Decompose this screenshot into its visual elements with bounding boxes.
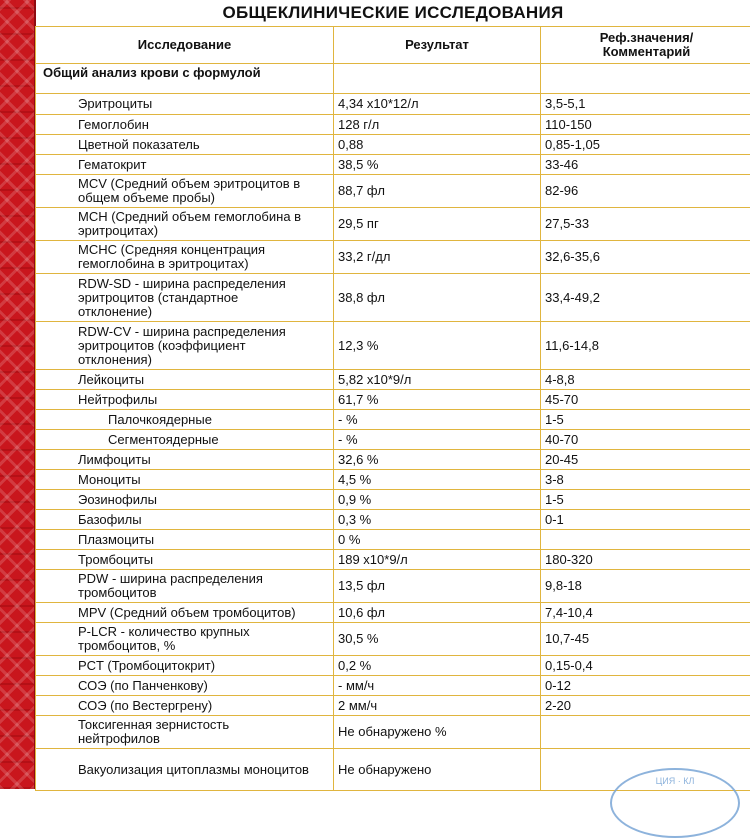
test-name-cell: Эритроциты — [36, 94, 334, 115]
table-row — [36, 450, 750, 470]
test-name-cell: Плазмоциты — [36, 530, 334, 550]
result-cell: 38,5 % — [334, 155, 541, 175]
table-row — [36, 470, 750, 490]
test-name-cell: MCHC (Средняя концентрация гемоглобина в эритроцитах) — [36, 241, 334, 274]
table-row — [36, 570, 750, 603]
result-cell: 0,9 % — [334, 490, 541, 510]
result-cell: 29,5 пг — [334, 208, 541, 241]
section-title: Общий анализ крови с формулой — [36, 64, 334, 94]
test-name-cell: Нейтрофилы — [36, 390, 334, 410]
reference-cell: 110-150 — [541, 115, 750, 135]
result-cell: - % — [334, 410, 541, 430]
table-row — [36, 716, 750, 749]
table-row — [36, 530, 750, 550]
test-name-cell: P-LCR - количество крупных тромбоцитов, % — [36, 623, 334, 656]
result-cell: 0 % — [334, 530, 541, 550]
reference-cell: 0,85-1,05 — [541, 135, 750, 155]
reference-cell: 20-45 — [541, 450, 750, 470]
result-cell: 30,5 % — [334, 623, 541, 656]
result-cell: 0,3 % — [334, 510, 541, 530]
result-cell: 33,2 г/дл — [334, 241, 541, 274]
test-name-cell: Моноциты — [36, 470, 334, 490]
reference-cell: 3,5-5,1 — [541, 94, 750, 115]
test-name-cell: Эозинофилы — [36, 490, 334, 510]
test-name-cell: Цветной показатель — [36, 135, 334, 155]
reference-cell: 33-46 — [541, 155, 750, 175]
test-name-cell: Вакуолизация цитоплазмы моноцитов — [36, 749, 334, 791]
test-name-cell: MCH (Средний объем гемоглобина в эритроцитах) — [36, 208, 334, 241]
table-row — [36, 241, 750, 274]
result-cell: 13,5 фл — [334, 570, 541, 603]
test-name-cell: PCT (Тромбоцитокрит) — [36, 656, 334, 676]
test-name-cell: Сегментоядерные — [36, 430, 334, 450]
table-row — [36, 430, 750, 450]
test-name-cell: Токсигенная зернистость нейтрофилов — [36, 716, 334, 749]
table-row — [36, 490, 750, 510]
table-row — [36, 696, 750, 716]
test-name-cell: RDW-SD - ширина распределения эритроцитов (стандартное отклонение) — [36, 274, 334, 322]
result-cell: 128 г/л — [334, 115, 541, 135]
result-cell: 61,7 % — [334, 390, 541, 410]
section-row — [36, 64, 750, 94]
table-row — [36, 208, 750, 241]
reference-cell: 3-8 — [541, 470, 750, 490]
reference-cell: 0,15-0,4 — [541, 656, 750, 676]
result-cell: 10,6 фл — [334, 603, 541, 623]
reference-cell: 0-12 — [541, 676, 750, 696]
results-table — [35, 26, 750, 791]
table-row — [36, 603, 750, 623]
result-cell: 12,3 % — [334, 322, 541, 370]
reference-cell: 32,6-35,6 — [541, 241, 750, 274]
test-name-cell: Базофилы — [36, 510, 334, 530]
test-name-cell: Гематокрит — [36, 155, 334, 175]
result-cell: 5,82 x10*9/л — [334, 370, 541, 390]
reference-cell: 4-8,8 — [541, 370, 750, 390]
result-cell: 88,7 фл — [334, 175, 541, 208]
result-cell: Не обнаружено — [334, 749, 541, 791]
result-cell: Не обнаружено % — [334, 716, 541, 749]
test-name-cell: PDW - ширина распределения тромбоцитов — [36, 570, 334, 603]
table-row — [36, 155, 750, 175]
reference-cell: 27,5-33 — [541, 208, 750, 241]
test-name-cell: Тромбоциты — [36, 550, 334, 570]
table-row — [36, 370, 750, 390]
reference-cell: 11,6-14,8 — [541, 322, 750, 370]
reference-cell: 9,8-18 — [541, 570, 750, 603]
table-row — [36, 623, 750, 656]
reference-cell: 7,4-10,4 — [541, 603, 750, 623]
result-cell: - % — [334, 430, 541, 450]
result-cell: 38,8 фл — [334, 274, 541, 322]
result-cell: - мм/ч — [334, 676, 541, 696]
table-row — [36, 656, 750, 676]
test-name-cell: СОЭ (по Вестергрену) — [36, 696, 334, 716]
table-row — [36, 550, 750, 570]
reference-cell: 180-320 — [541, 550, 750, 570]
reference-cell: 10,7-45 — [541, 623, 750, 656]
reference-cell: 40-70 — [541, 430, 750, 450]
reference-cell: 1-5 — [541, 490, 750, 510]
header-test: Исследование — [36, 27, 334, 64]
clinic-stamp: ЦИЯ · КЛ — [610, 768, 740, 838]
result-cell: 4,34 x10*12/л — [334, 94, 541, 115]
header-result: Результат — [334, 27, 541, 64]
reference-cell: 45-70 — [541, 390, 750, 410]
test-name-cell: Палочкоядерные — [36, 410, 334, 430]
result-cell: 2 мм/ч — [334, 696, 541, 716]
table-row — [36, 510, 750, 530]
test-name-cell: RDW-CV - ширина распределения эритроцитов (коэффициент отклонения) — [36, 322, 334, 370]
result-cell: 0,2 % — [334, 656, 541, 676]
test-name-cell: Лимфоциты — [36, 450, 334, 470]
reference-cell: 82-96 — [541, 175, 750, 208]
test-name-cell: MPV (Средний объем тромбоцитов) — [36, 603, 334, 623]
table-row — [36, 410, 750, 430]
table-row — [36, 94, 750, 115]
test-name-cell: Гемоглобин — [36, 115, 334, 135]
page-title: ОБЩЕКЛИНИЧЕСКИЕ ИССЛЕДОВАНИЯ — [36, 3, 750, 23]
table-row — [36, 390, 750, 410]
table-row — [36, 135, 750, 155]
result-cell: 189 x10*9/л — [334, 550, 541, 570]
reference-cell: 2-20 — [541, 696, 750, 716]
result-cell: 4,5 % — [334, 470, 541, 490]
reference-cell — [541, 716, 750, 749]
table-row — [36, 175, 750, 208]
reference-cell: 1-5 — [541, 410, 750, 430]
table-row — [36, 274, 750, 322]
result-cell: 32,6 % — [334, 450, 541, 470]
reference-cell: 33,4-49,2 — [541, 274, 750, 322]
test-name-cell: СОЭ (по Панченкову) — [36, 676, 334, 696]
result-cell: 0,88 — [334, 135, 541, 155]
test-name-cell: MCV (Средний объем эритроцитов в общем объеме пробы) — [36, 175, 334, 208]
table-row — [36, 322, 750, 370]
decorative-red-border — [0, 0, 36, 789]
header-reference: Реф.значения/ Комментарий — [541, 27, 750, 64]
reference-cell — [541, 530, 750, 550]
reference-cell: 0-1 — [541, 510, 750, 530]
table-row — [36, 115, 750, 135]
table-row — [36, 676, 750, 696]
table-header — [36, 27, 750, 64]
test-name-cell: Лейкоциты — [36, 370, 334, 390]
